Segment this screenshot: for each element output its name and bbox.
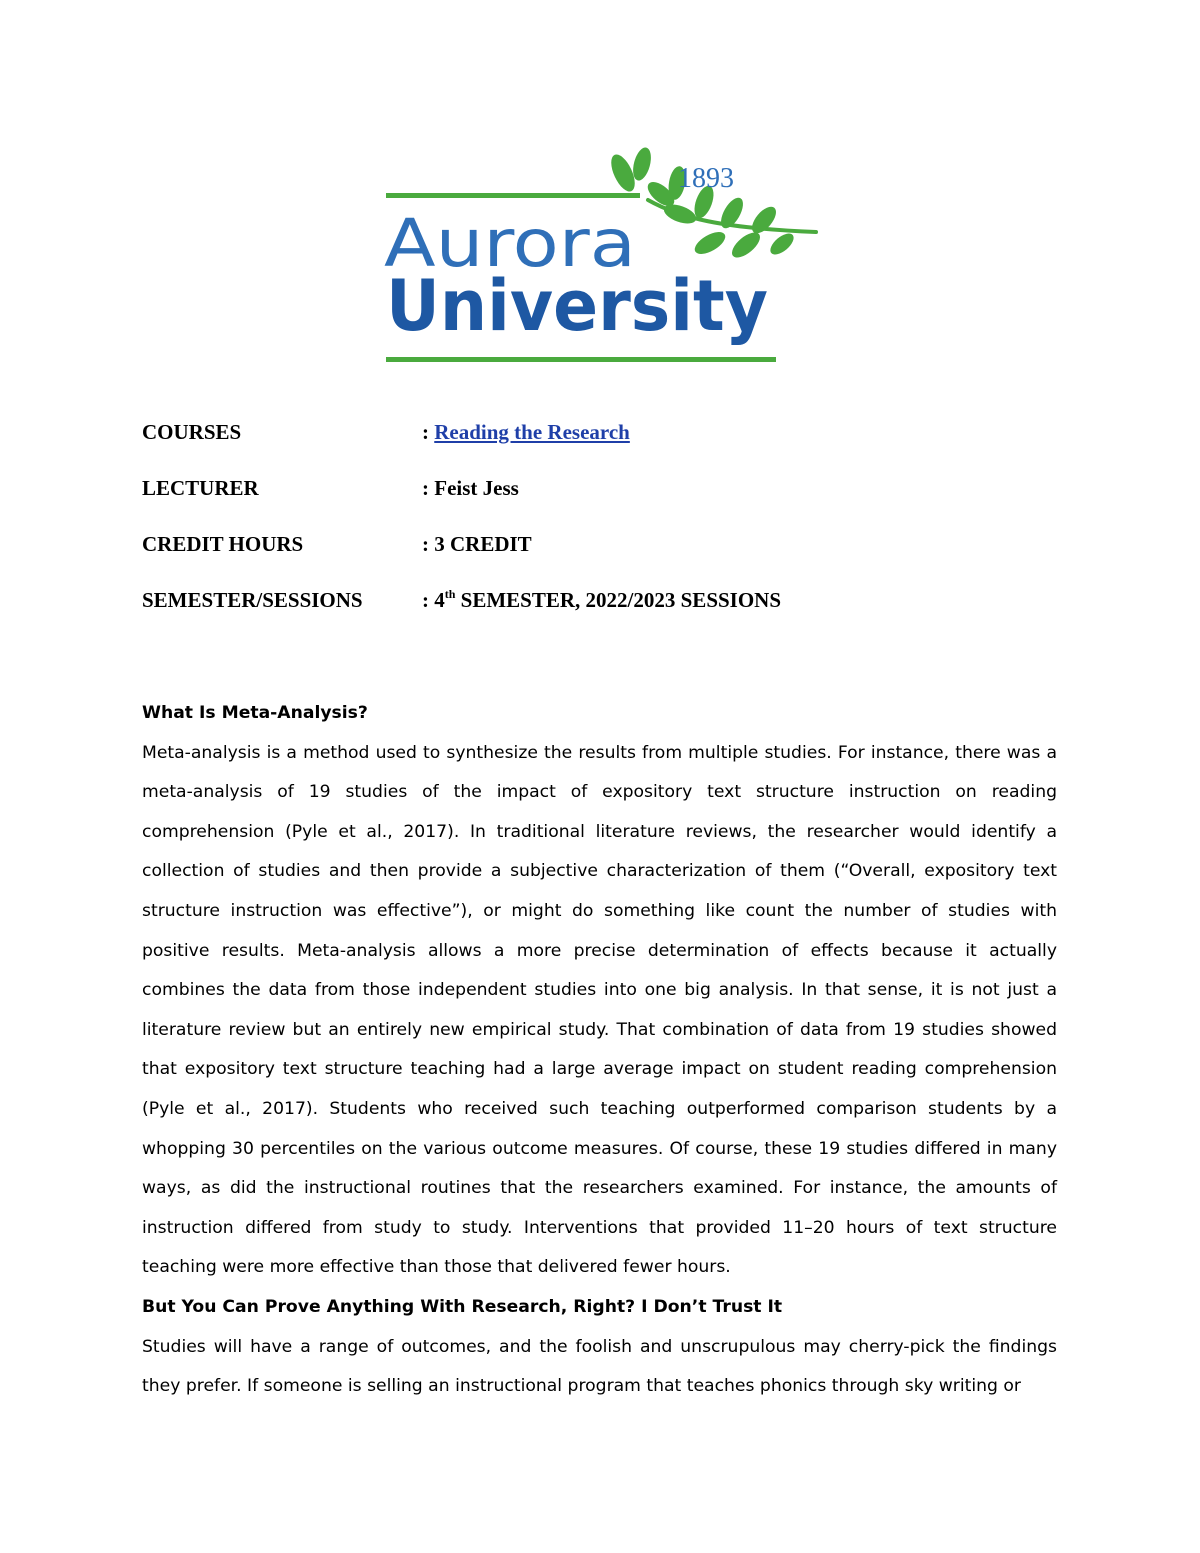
- course-title-link[interactable]: Reading the Research: [434, 420, 630, 444]
- lecturer-row: [142, 470, 1062, 526]
- paragraph-studies-outcomes: Studies will have a range of outcomes, and the foolish and unscrupulous may cherry-pick the findings they prefer. If someone is selling an instructional program that teaches phonics through sky writing or: [142, 1336, 1057, 1397]
- logo-graphic: [380, 140, 830, 375]
- logo-wordmark-aurora: Aurora: [384, 205, 636, 282]
- lecturer-value: : Feist Jess: [422, 476, 519, 500]
- semester-value-suffix: SEMESTER, 2022/2023 SESSIONS: [455, 588, 782, 612]
- credit-hours-label: CREDIT HOURS: [142, 532, 304, 556]
- logo-wordmark-university: University: [386, 265, 768, 347]
- course-info: [142, 414, 1062, 638]
- courses-value: [422, 414, 630, 450]
- heading-what-is-meta-analysis: What Is Meta-Analysis?: [142, 703, 368, 723]
- paragraph-meta-analysis: Meta-analysis is a method used to synthesize the results from multiple studies. For instance, there was a meta-analysis of 19 studies of the impact of expository text structure instruction on reading comprehension (Pyle et al., 2017). In traditional literature reviews, the researcher would identify a collection of studies and then provide a subjective characterization of them (“Overall, expository text structure instruction was effective”), or might do something like count the number of studies with positive results. Meta-analysis allows a more precise determination of effects because it actually combines the data from those independent studies into one big analysis. In that sense, it is not just a literature review but an entirely new empirical study. That combination of data from 19 studies showed that expository text structure teaching had a large average impact on student reading comprehension (Pyle et al., 2017). Students who received such teaching outperformed comparison students by a whopping 30 percentiles on the various outcome measures. Of course, these 19 studies differed in many ways, as did the instructional routines that the researchers examined. For instance, the amounts of instruction differed from study to study. Interventions that provided 11–20 hours of text structure teaching were more effective than those that delivered fewer hours.: [142, 742, 1057, 1278]
- logo-top-rule: [386, 193, 640, 198]
- credit-hours-value: : 3 CREDIT: [422, 532, 532, 556]
- courses-value-prefix: :: [422, 420, 435, 444]
- semester-label: SEMESTER/SESSIONS: [142, 588, 363, 612]
- aurora-university-logo: [380, 140, 830, 375]
- lecturer-label: LECTURER: [142, 476, 259, 500]
- logo-bottom-rule: [386, 357, 776, 362]
- heading-prove-anything: But You Can Prove Anything With Research, Right? I Don’t Trust It: [142, 1296, 783, 1317]
- courses-row: [142, 414, 1062, 470]
- article-body: [142, 694, 1057, 1407]
- credit-hours-row: [142, 526, 1062, 582]
- semester-ordinal-suffix: th: [444, 587, 456, 601]
- logo-year: 1893: [678, 163, 734, 194]
- semester-value: [422, 582, 781, 618]
- semester-row: [142, 582, 1062, 638]
- semester-value-prefix: : 4: [422, 588, 445, 612]
- courses-label: COURSES: [142, 420, 242, 444]
